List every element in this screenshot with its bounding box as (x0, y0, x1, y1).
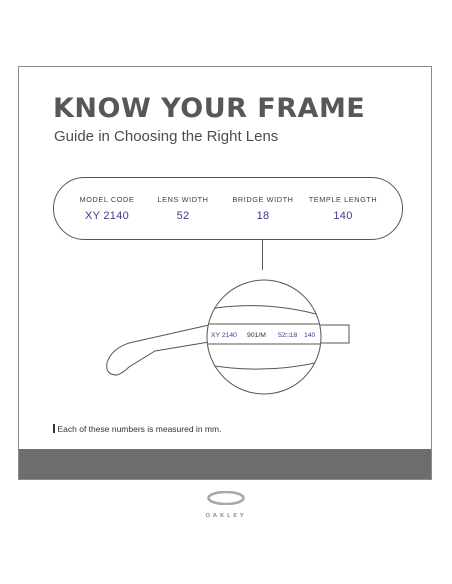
spec-label: LENS WIDTH (157, 195, 209, 204)
spec-label: MODEL CODE (79, 195, 135, 204)
glasses-temple-illustration (19, 67, 433, 481)
spec-value: 18 (256, 210, 270, 222)
temple-hinge-outline (319, 325, 349, 343)
measurement-note (53, 424, 221, 434)
frame-guide-card (18, 66, 432, 480)
oakley-logo (196, 491, 256, 519)
spec-value: XY 2140 (84, 210, 130, 222)
spec-label: TEMPLE LENGTH (308, 195, 378, 204)
note-marker (53, 424, 55, 433)
spec-value: 140 (333, 210, 353, 222)
note-text: Each of these numbers is measured in mm. (57, 424, 222, 434)
page-subtitle: Guide in Choosing the Right Lens (54, 128, 279, 145)
oakley-ellipse-icon (207, 491, 245, 505)
temple-size-text: 52□18 (278, 332, 298, 339)
page-title: KNOW YOUR FRAME (53, 93, 366, 124)
oakley-wordmark: OAKLEY (205, 513, 247, 519)
temple-length-text: 140 (304, 332, 316, 339)
spec-label: BRIDGE WIDTH (232, 195, 294, 204)
temple-color-text: 901/M (247, 332, 266, 339)
temple-model-text: XY 2140 (211, 332, 237, 339)
temple-arm-outline (107, 325, 215, 375)
footer-band (19, 449, 431, 479)
spec-value: 52 (176, 210, 190, 222)
